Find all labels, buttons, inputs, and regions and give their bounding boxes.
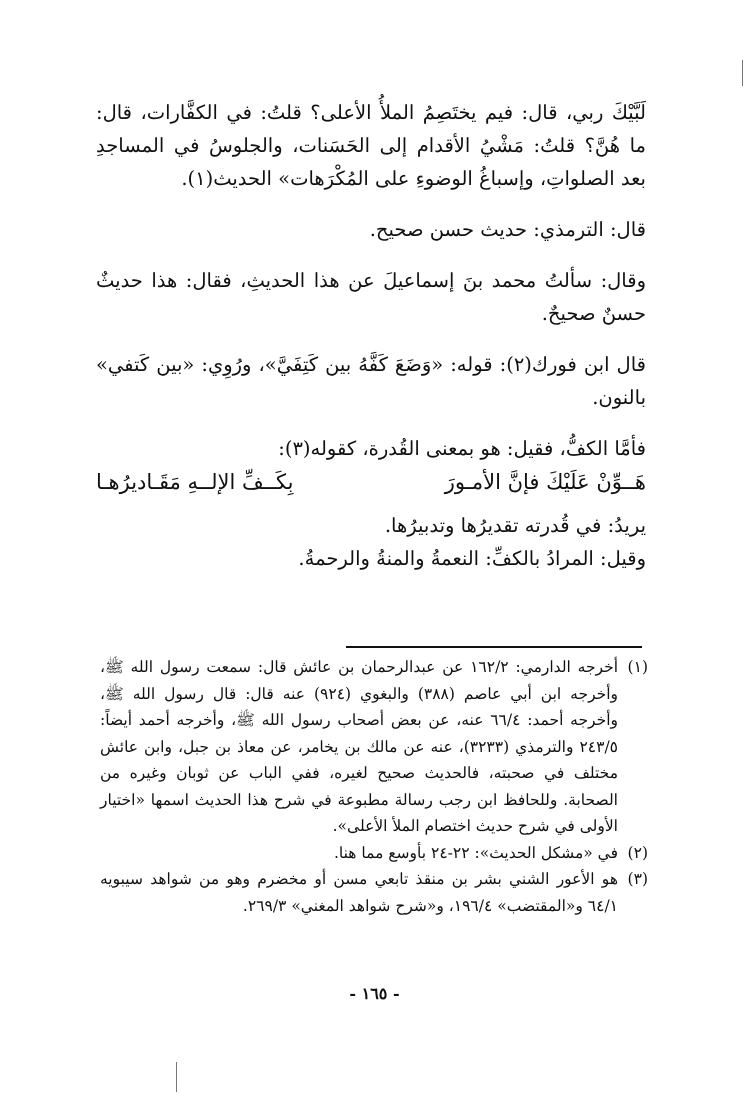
footnote-text: هو الأعور الشني بشر بن منقذ تابعي مسن أو مخضرم وهو من شواهد سيبويه ٦٤/١ و«المقتضب» ١٩٦/٤، و«شرح شواهد المغني» ٢٦٩/٣. — [100, 870, 618, 915]
paragraph-kaff-meaning: فأمَّا الكفُّ، فقيل: هو بمعنى القُدرة، كقوله(٣): — [278, 437, 646, 460]
main-text — [96, 96, 646, 575]
verse-first-hemistich: هَــوِّنْ عَلَيْكَ فإنَّ الأمـورَ — [444, 470, 646, 494]
footnotes — [100, 654, 648, 919]
footnote-separator — [346, 646, 642, 648]
footnote-text: أخرجه الدارمي: ١٦٢/٢ عن عبدالرحمان بن عائش قال: سمعت رسول الله ﷺ، وأخرجه ابن أبي عاصم (٣٨٨) والبغوي (٩٢٤) عنه قال: قال رسول الله ﷺ، وأخرجه أحمد: ٦٦/٤ عنه، عن بعض أصحاب رسول الله ﷺ، وأخرجه أحمد أيضاً: ٢٤٣/٥ والترمذي (٣٢٣٣)، عنه عن مالك بن يخامر، عن معاذ بن جبل، وابن عائش مختلف في صحبته، فالحديث صحيح لغيره، ففي الباب عن ثوبان وغيره من الصحابة. وللحافظ ابن رجب رسالة مطبوعة في شرح هذا الحديث اسمها «اختيار الأولى في شرح حديث اختصام الملأ الأعلى». — [100, 658, 619, 835]
footnote-2 — [100, 840, 648, 867]
footnote-1 — [100, 654, 648, 840]
footnote-text: في «مشكل الحديث»: ٢٢-٢٤ بأوسع مما هنا. — [333, 843, 618, 862]
paragraph-ibn-furak: قال ابن فورك(٢): قوله: «وَضَعَ كَفَّهُ بين كَتِفَيَّ»، ورُوِي: «بين كَتفي» بالنون. — [96, 353, 646, 409]
footnote-3 — [100, 866, 648, 919]
footnote-number: (٣) — [627, 870, 648, 888]
paragraph-tirmidhi-grading: قال: الترمذي: حديث حسن صحيح. — [369, 218, 646, 241]
poetry-verse — [96, 465, 646, 499]
paragraph-verse-explanation: يريدُ: في قُدرته تقديرُها وتدبيرُها. — [384, 514, 646, 537]
paragraph-alternative-meaning: وقيل: المرادُ بالكفِّ: النعمةُ والمنةُ والرحمةُ. — [298, 547, 646, 570]
verse-second-hemistich: بِكَــفِّ الإلــهِ مَقَـاديرُهـا — [96, 470, 294, 494]
scan-edge-mark — [176, 1062, 177, 1092]
footnote-number: (١) — [627, 658, 648, 676]
footnote-number: (٢) — [627, 843, 648, 862]
paragraph-hadith-text: لَبَّيْكَ ربي، قال: فيم يختَصِمُ الملأُ الأعلى؟ قلتُ: في الكفَّارات، قال: ما هُنَّ؟ قلتُ: مَشْيُ الأقدام إلى الحَسَنات، والجلوسُ في المساجدِ بعد الصلواتِ، وإسباغُ الوضوءِ على المُكْرَهات» الحديث(١). — [96, 101, 646, 190]
scan-edge-mark — [742, 60, 743, 86]
page-number: - ١٦٥ - — [349, 984, 400, 1003]
paragraph-bukhari-question: وقال: سألتُ محمد بنَ إسماعيلَ عن هذا الحديثِ، فقال: هذا حديثٌ حسنٌ صحيحٌ. — [96, 269, 646, 325]
